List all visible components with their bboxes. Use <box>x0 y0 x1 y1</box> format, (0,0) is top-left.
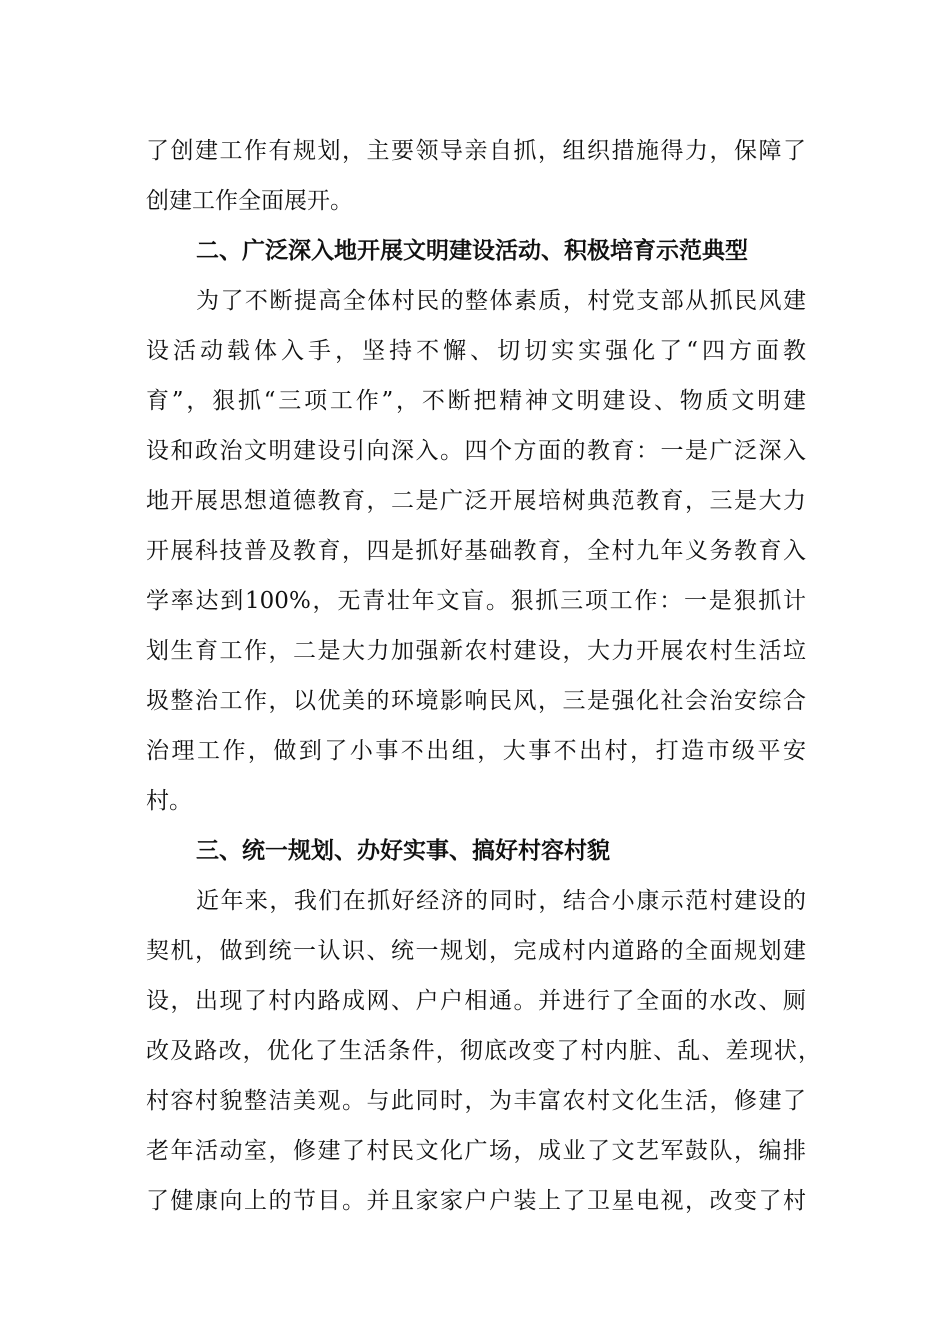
paragraph-line: 育”，狠抓“三项工作”，不断把精神文明建设、物质文明建 <box>146 388 806 414</box>
paragraph-line: 圾整治工作，以优美的环境影响民风，三是强化社会治安综合 <box>146 688 806 714</box>
paragraph-line: 改及路改，优化了生活条件，彻底改变了村内脏、乱、差现状， <box>146 1038 821 1064</box>
paragraph-line: 近年来，我们在抓好经济的同时，结合小康示范村建设的 <box>196 888 806 914</box>
paragraph-line: 了创建工作有规划，主要领导亲自抓，组织措施得力，保障了 <box>146 138 806 164</box>
paragraph-line: 村。 <box>146 788 192 814</box>
paragraph-line: 学率达到100%，无青壮年文盲。狠抓三项工作：一是狠抓计 <box>146 588 806 614</box>
paragraph-line: 设活动载体入手，坚持不懈、切切实实强化了“四方面教 <box>146 338 806 364</box>
paragraph-line: 开展科技普及教育，四是抓好基础教育，全村九年义务教育入 <box>146 538 806 564</box>
section-heading-2: 二、广泛深入地开展文明建设活动、积极培育示范典型 <box>196 237 748 264</box>
paragraph-line: 为了不断提高全体村民的整体素质，村党支部从抓民风建 <box>196 288 806 314</box>
section-heading-3: 三、统一规划、办好实事、搞好村容村貌 <box>196 837 610 864</box>
paragraph-line: 老年活动室，修建了村民文化广场，成业了文艺军鼓队，编排 <box>146 1138 806 1164</box>
paragraph-line: 设和政治文明建设引向深入。四个方面的教育：一是广泛深入 <box>146 438 806 464</box>
paragraph-line: 设，出现了村内路成网、户户相通。并进行了全面的水改、厕 <box>146 988 806 1014</box>
paragraph-line: 创建工作全面展开。 <box>146 188 353 214</box>
paragraph-line: 划生育工作，二是大力加强新农村建设，大力开展农村生活垃 <box>146 638 806 664</box>
paragraph-line: 治理工作，做到了小事不出组，大事不出村，打造市级平安 <box>146 738 806 764</box>
paragraph-line: 了健康向上的节目。并且家家户户装上了卫星电视，改变了村 <box>146 1188 806 1214</box>
paragraph-line: 村容村貌整洁美观。与此同时，为丰富农村文化生活，修建了 <box>146 1088 806 1114</box>
paragraph-line: 地开展思想道德教育，二是广泛开展培树典范教育，三是大力 <box>146 488 806 514</box>
paragraph-line: 契机，做到统一认识、统一规划，完成村内道路的全面规划建 <box>146 938 806 964</box>
